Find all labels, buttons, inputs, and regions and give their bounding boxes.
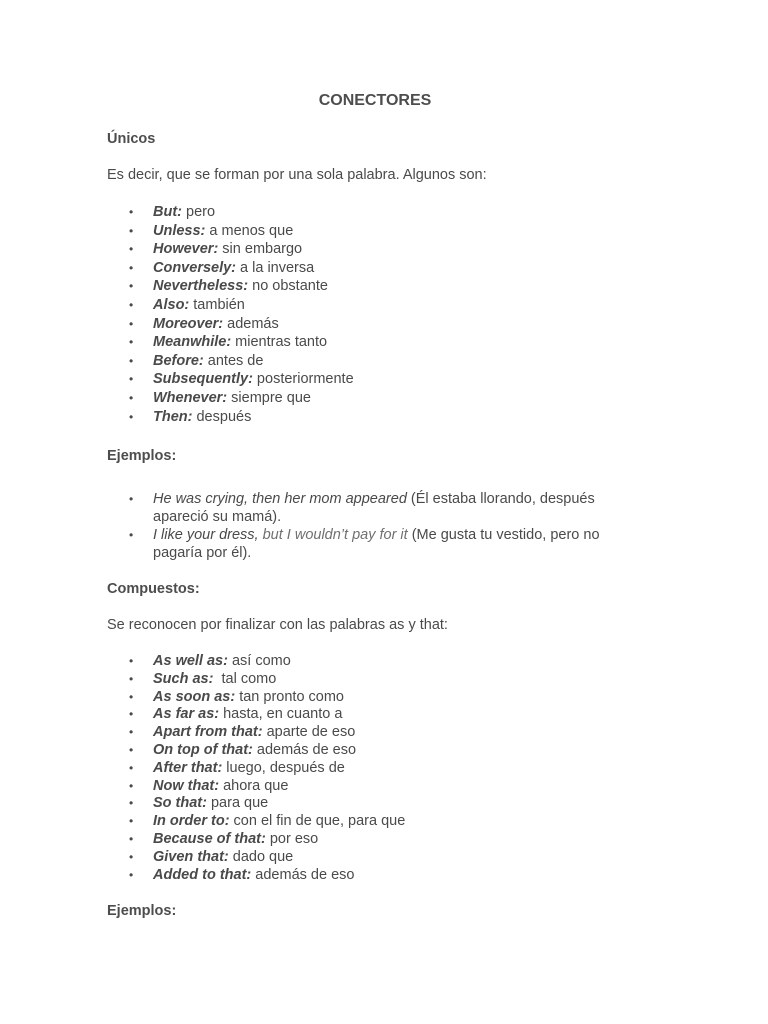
bullet-icon: • xyxy=(129,707,134,722)
connector-term: On top of that: xyxy=(153,741,253,758)
bullet-icon: • xyxy=(129,725,134,740)
connector-meaning: posteriormente xyxy=(252,371,354,388)
bullet-icon: • xyxy=(129,279,134,294)
connector-meaning: siempre que xyxy=(227,389,311,406)
bullet-icon: • xyxy=(129,335,134,350)
connector-term: Meanwhile: xyxy=(153,334,232,351)
list-item xyxy=(107,724,627,742)
connector-term: Also: xyxy=(153,296,190,313)
connector-list-compuestos xyxy=(107,653,627,884)
connector-meaning: hasta, en cuanto a xyxy=(219,706,343,723)
bullet-icon: • xyxy=(129,316,134,331)
list-item xyxy=(107,653,627,671)
example-item xyxy=(107,490,627,526)
example-english: He was crying, then her mom appeared xyxy=(153,491,407,507)
list-item xyxy=(107,315,627,334)
example-english: I like your dress, xyxy=(153,527,259,543)
example-english-continued: but I wouldn’t pay for it xyxy=(258,527,408,543)
bullet-icon: • xyxy=(129,223,134,238)
list-item xyxy=(107,352,627,371)
connector-meaning: después xyxy=(192,408,252,425)
connector-term: After that: xyxy=(153,759,223,776)
bullet-icon: • xyxy=(129,372,134,387)
list-item xyxy=(107,706,627,724)
connector-meaning: a la inversa xyxy=(236,259,315,276)
connector-meaning: tan pronto como xyxy=(235,688,345,705)
bullet-icon: • xyxy=(129,760,134,775)
connector-term: Before: xyxy=(153,352,204,369)
connector-meaning: además de eso xyxy=(251,866,355,883)
connector-term: Moreover: xyxy=(153,315,224,332)
bullet-icon: • xyxy=(129,260,134,275)
bullet-icon: • xyxy=(129,528,134,542)
list-item xyxy=(107,389,627,408)
list-item xyxy=(107,333,627,352)
connector-term: Added to that: xyxy=(153,866,252,883)
list-item xyxy=(107,408,627,427)
list-item xyxy=(107,778,627,796)
connector-meaning: aparte de eso xyxy=(262,724,356,741)
bullet-icon: • xyxy=(129,242,134,257)
connector-meaning: no obstante xyxy=(248,278,328,295)
bullet-icon: • xyxy=(129,778,134,793)
connector-term: So that: xyxy=(153,795,207,812)
connector-term: Now that: xyxy=(153,777,220,794)
list-item xyxy=(107,296,627,315)
list-item xyxy=(107,277,627,296)
bullet-icon: • xyxy=(129,654,134,668)
connector-term: Because of that: xyxy=(153,830,266,847)
connector-term: Unless: xyxy=(153,222,206,239)
list-item xyxy=(107,760,627,778)
bullet-icon: • xyxy=(129,390,134,405)
connector-term: Conversely: xyxy=(153,259,237,276)
connector-term: But: xyxy=(153,204,182,220)
connector-meaning: con el fin de que, para que xyxy=(229,813,406,830)
connector-meaning: tal como xyxy=(213,670,277,687)
list-item xyxy=(107,671,627,689)
list-item xyxy=(107,831,627,849)
bullet-icon: • xyxy=(129,814,134,829)
connector-meaning: pero xyxy=(182,204,216,220)
bullet-icon: • xyxy=(129,205,134,219)
connector-meaning: a menos que xyxy=(205,222,294,239)
example-item xyxy=(107,526,627,562)
connector-term: Then: xyxy=(153,408,193,425)
connector-term: Whenever: xyxy=(153,389,228,406)
bullet-icon: • xyxy=(129,831,134,846)
section-heading-compuestos: Compuestos: xyxy=(107,581,200,597)
connector-meaning: luego, después de xyxy=(222,759,345,776)
bullet-icon: • xyxy=(129,297,134,312)
bullet-icon: • xyxy=(129,409,134,424)
example-spanish-translation: (Me gusta tu vestido, pero no pagaría por él). xyxy=(153,527,600,561)
connector-term: In order to: xyxy=(153,813,230,830)
connector-term: As far as: xyxy=(153,706,220,723)
connector-term: Such as: xyxy=(153,670,214,687)
connector-meaning: dado que xyxy=(228,848,294,865)
section-intro-unicos: Es decir, que se forman por una sola palabra. Algunos son: xyxy=(107,167,487,183)
example-list-1 xyxy=(107,490,627,562)
list-item xyxy=(107,370,627,389)
list-item xyxy=(107,742,627,760)
bullet-icon: • xyxy=(129,671,134,686)
bullet-icon: • xyxy=(129,689,134,704)
list-item xyxy=(107,689,627,707)
connector-term: As well as: xyxy=(153,653,228,669)
list-item xyxy=(107,222,627,241)
connector-meaning: también xyxy=(189,296,245,313)
list-item xyxy=(107,795,627,813)
connector-term: Given that: xyxy=(153,848,229,865)
connector-meaning: ahora que xyxy=(219,777,289,794)
examples-heading-2: Ejemplos: xyxy=(107,903,177,919)
connector-term: As soon as: xyxy=(153,688,236,705)
connector-term: Apart from that: xyxy=(153,724,263,741)
connector-meaning: además de eso xyxy=(252,741,357,758)
bullet-icon: • xyxy=(129,849,134,864)
list-item xyxy=(107,849,627,867)
connector-term: Subsequently: xyxy=(153,371,253,388)
bullet-icon: • xyxy=(129,867,134,882)
connector-term: However: xyxy=(153,241,219,258)
example-spanish-translation: (Él estaba llorando, después apareció su mamá). xyxy=(153,491,595,525)
bullet-icon: • xyxy=(129,492,134,506)
connector-term: Nevertheless: xyxy=(153,278,249,295)
connector-meaning: para que xyxy=(206,795,269,812)
examples-heading-1: Ejemplos: xyxy=(107,448,177,464)
page-title: CONECTORES xyxy=(318,92,432,109)
bullet-icon: • xyxy=(129,796,134,811)
list-item xyxy=(107,867,627,885)
bullet-icon: • xyxy=(129,353,134,368)
section-intro-compuestos: Se reconocen por finalizar con las palabras as y that: xyxy=(107,617,448,633)
bullet-icon: • xyxy=(129,742,134,757)
connector-meaning: así como xyxy=(227,653,291,669)
connector-meaning: por eso xyxy=(265,830,319,847)
list-item xyxy=(107,203,627,222)
list-item xyxy=(107,813,627,831)
connector-meaning: antes de xyxy=(203,352,264,369)
connector-meaning: además xyxy=(223,315,279,332)
list-item xyxy=(107,259,627,278)
section-heading-unicos: Únicos xyxy=(107,131,156,147)
connector-meaning: mientras tanto xyxy=(231,334,328,351)
list-item xyxy=(107,240,627,259)
connector-meaning: sin embargo xyxy=(218,241,303,258)
connector-list-unicos xyxy=(107,203,627,426)
